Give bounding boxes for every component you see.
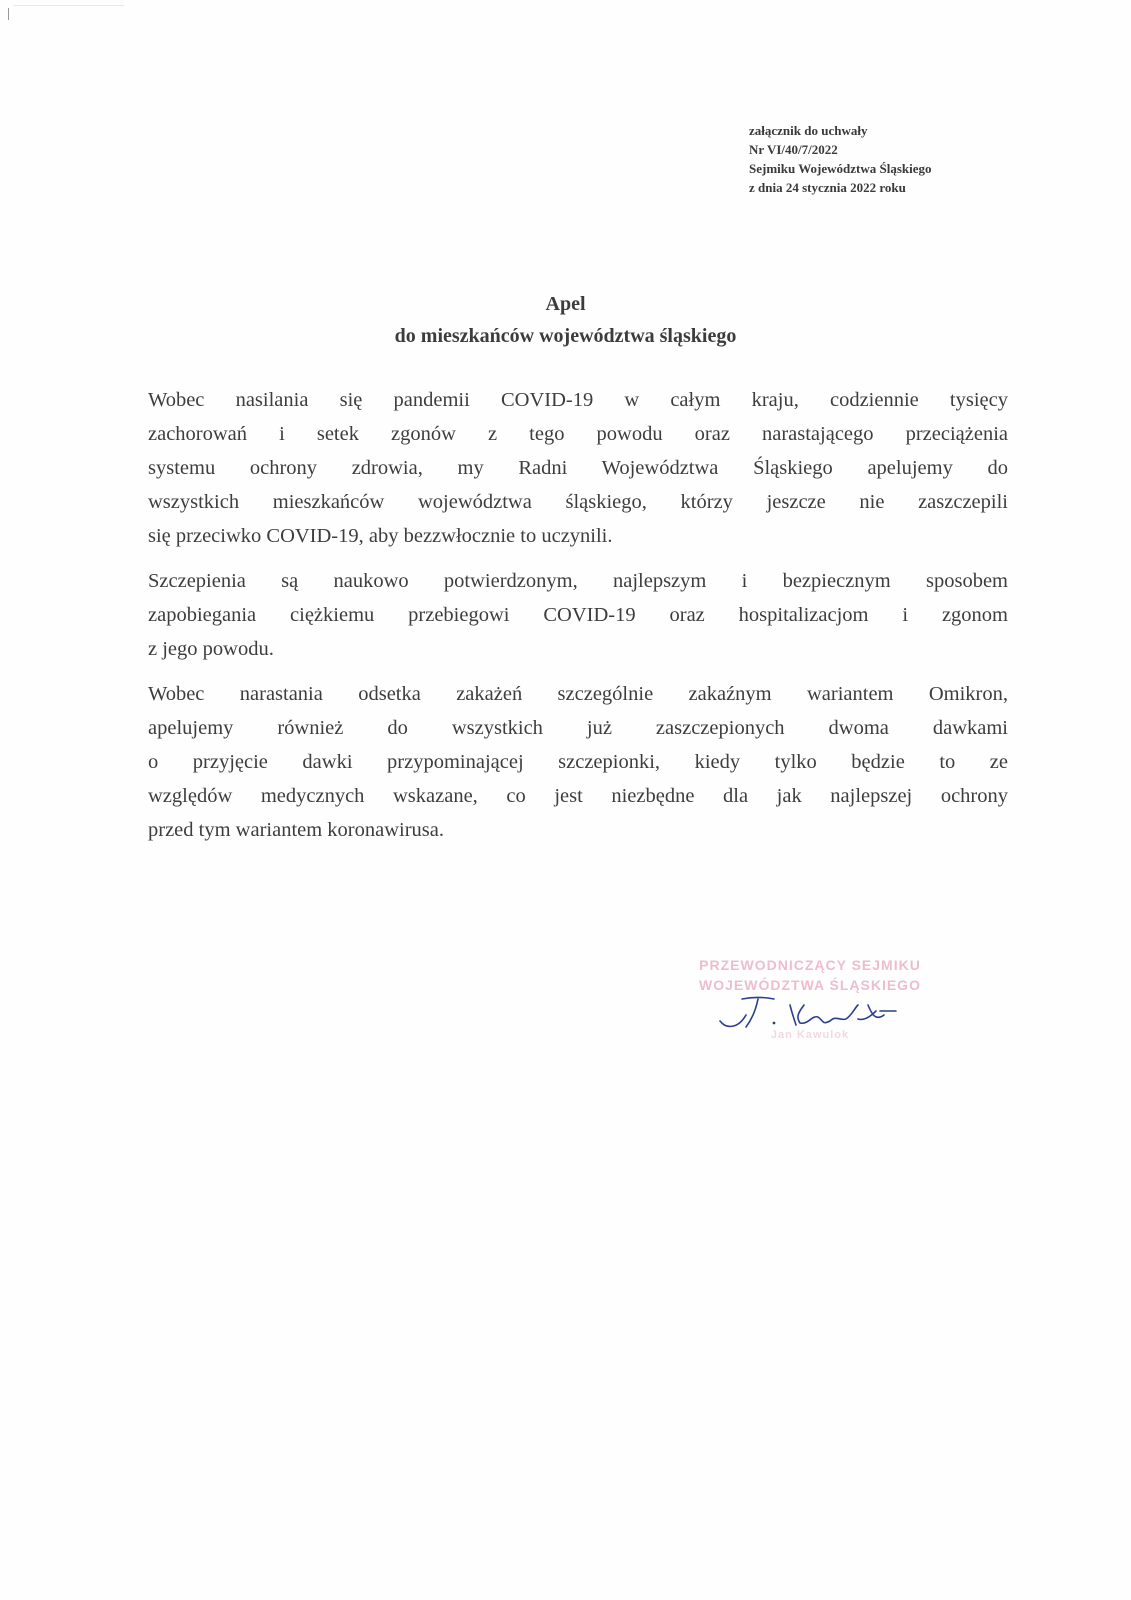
paragraph-line: wszystkich mieszkańców województwa śląskiego, którzy jeszcze nie zaszczepili: [148, 491, 1008, 513]
attachment-line: z dnia 24 stycznia 2022 roku: [749, 180, 906, 195]
stamp-line: PRZEWODNICZĄCY SEJMIKU: [699, 957, 921, 973]
paragraph-line: o przyjęcie dawki przypominającej szczepionki, kiedy tylko będzie to ze: [148, 751, 1008, 773]
paragraph: [148, 383, 1008, 553]
document-body: [148, 383, 1008, 858]
paragraph-line: apelujemy również do wszystkich już zaszczepionych dwoma dawkami: [148, 717, 1008, 739]
handwritten-signature: [712, 985, 912, 1035]
paragraph-line: Wobec nasilania się pandemii COVID-19 w całym kraju, codziennie tysięcy: [148, 389, 1008, 411]
paragraph: [148, 564, 1008, 666]
official-stamp: [690, 955, 930, 1075]
attachment-line: Sejmiku Województwa Śląskiego: [749, 161, 932, 176]
scan-artifact-mark: [8, 8, 9, 20]
paragraph-line: Wobec narastania odsetka zakażeń szczególnie zakaźnym wariantem Omikron,: [148, 683, 1008, 705]
stamp-line: WOJEWÓDZTWA ŚLĄSKIEGO: [699, 977, 921, 993]
paragraph-line: zapobiegania ciężkiemu przebiegowi COVID-19 oraz hospitalizacjom i zgonom: [148, 604, 1008, 626]
document-subtitle: do mieszkańców województwa śląskiego: [394, 325, 737, 347]
attachment-note: [749, 121, 932, 197]
paragraph-line: z jego powodu.: [148, 638, 274, 660]
paragraph-line: przed tym wariantem koronawirusa.: [148, 819, 445, 841]
paragraph: [148, 677, 1008, 847]
paragraph-line: się przeciwko COVID-19, aby bezzwłocznie to uczynili.: [148, 525, 613, 547]
attachment-line: załącznik do uchwały: [749, 123, 868, 138]
scan-artifact-line: [14, 5, 124, 6]
document-title: Apel: [545, 293, 586, 315]
attachment-line: Nr VI/40/7/2022: [749, 142, 838, 157]
paragraph-line: systemu ochrony zdrowia, my Radni Województwa Śląskiego apelujemy do: [148, 457, 1008, 479]
paragraph-line: zachorowań i setek zgonów z tego powodu oraz narastającego przeciążenia: [148, 423, 1008, 445]
paragraph-line: Szczepienia są naukowo potwierdzonym, najlepszym i bezpiecznym sposobem: [148, 570, 1008, 592]
stamp-name: Jan Kawulok: [770, 1029, 850, 1041]
paragraph-line: względów medycznych wskazane, co jest niezbędne dla jak najlepszej ochrony: [148, 785, 1008, 807]
